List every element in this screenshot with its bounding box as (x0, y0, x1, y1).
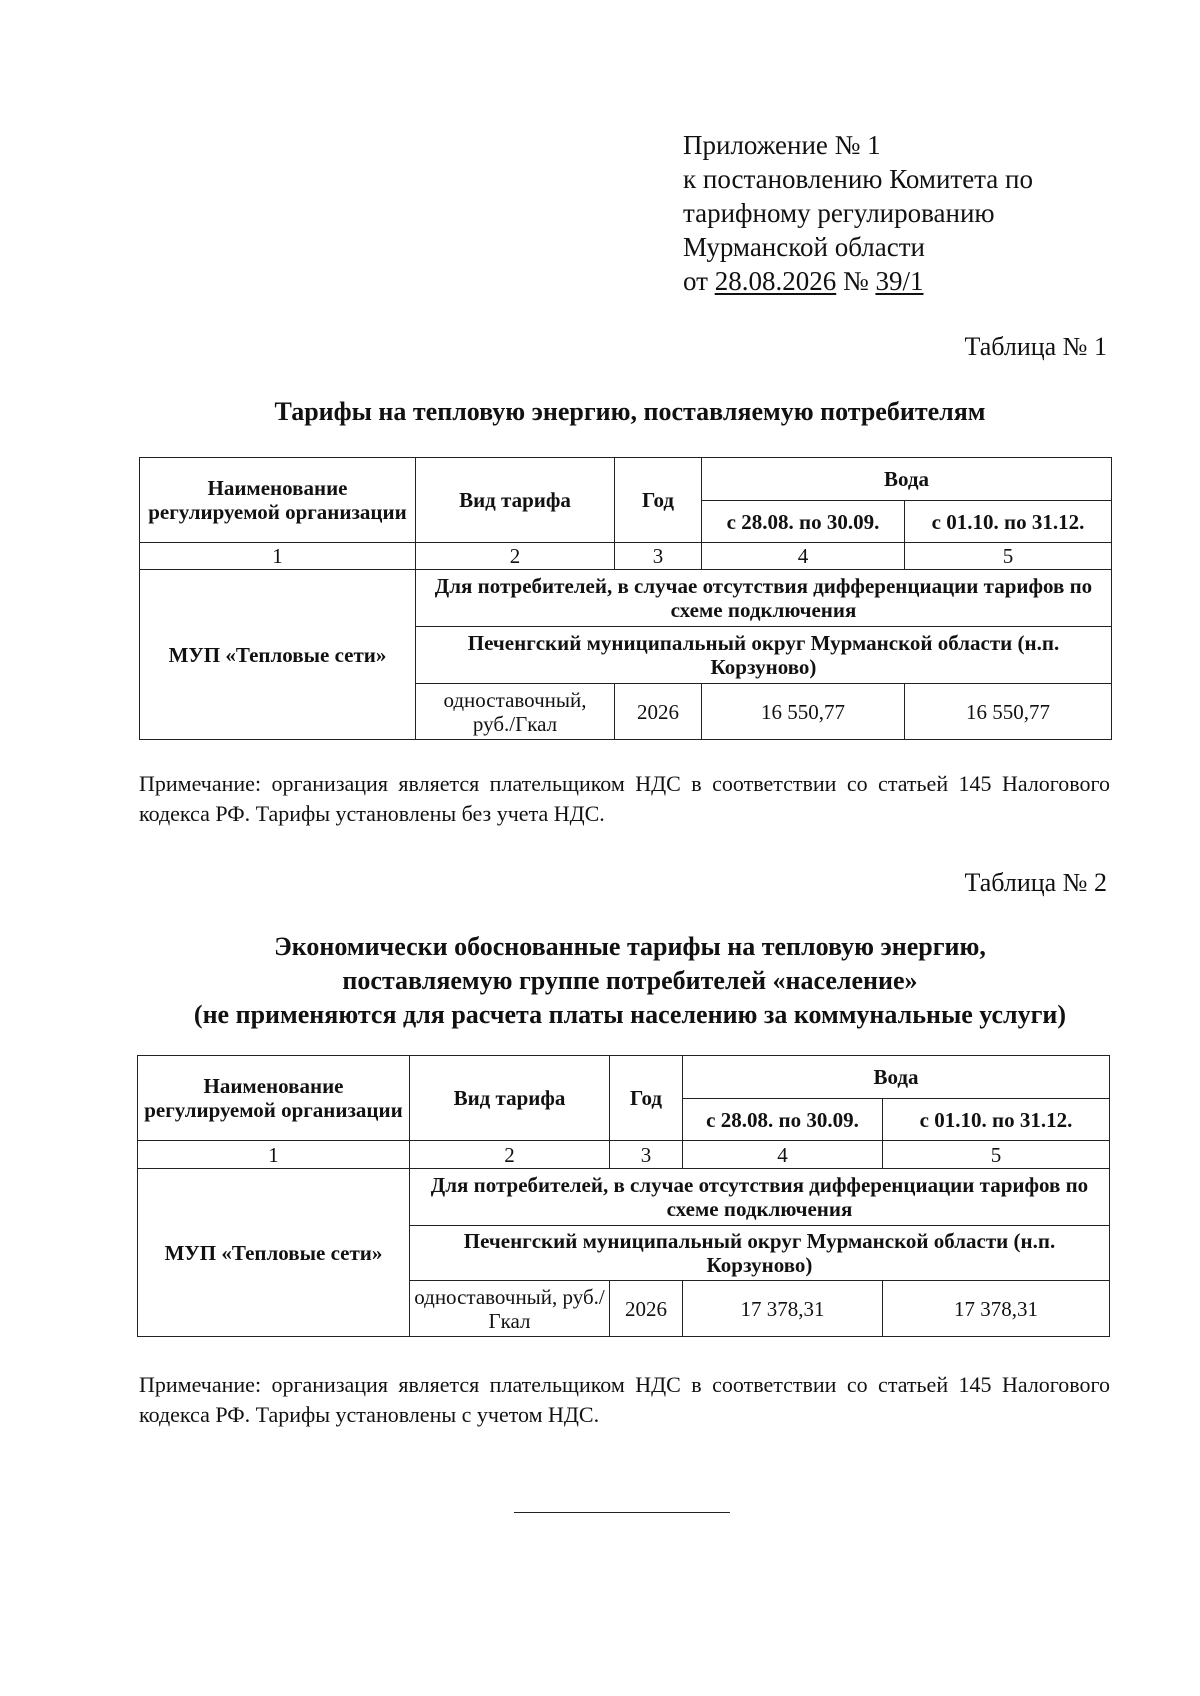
table2-title-line-2: поставляемую группе потребителей «население» (342, 966, 918, 995)
row-value-period-1: 17 378,31 (683, 1281, 883, 1337)
header-water: Вода (683, 1056, 1110, 1099)
header-period-1: с 28.08. по 30.09. (702, 501, 905, 543)
header-org: Наименование регулируемой организации (138, 1056, 410, 1141)
tariff-table-2 (137, 1055, 1110, 1337)
col-number-4: 4 (702, 543, 905, 570)
header-period-2: с 01.10. по 31.12. (905, 501, 1112, 543)
table2-title-line-3: (не применяются для расчета платы населению за коммунальные услуги) (193, 1000, 1067, 1029)
table2-title-line-1: Экономически обоснованные тарифы на тепловую энергию, (274, 932, 986, 961)
appendix-line-region: Мурманской области (683, 232, 925, 262)
date-prefix: от (683, 266, 715, 296)
appendix-line-committee: тарифному регулированию (683, 198, 995, 228)
row-year: 2026 (615, 684, 702, 740)
row-value-period-2: 16 550,77 (905, 684, 1112, 740)
tariff-table-1 (139, 457, 1112, 740)
end-divider (514, 1512, 730, 1513)
header-org: Наименование регулируемой организации (140, 458, 416, 543)
table1-label: Таблица № 1 (964, 332, 1107, 361)
header-year: Год (610, 1056, 683, 1141)
col-number-2: 2 (416, 543, 615, 570)
number-prefix: № (836, 266, 876, 296)
row-value-period-1: 16 550,77 (702, 684, 905, 740)
org-name: МУП «Тепловые сети» (138, 1169, 410, 1337)
col-number-1: 1 (140, 543, 416, 570)
col-number-3: 3 (615, 543, 702, 570)
resolution-date: 28.08.2026 (714, 266, 837, 296)
table2-title (120, 930, 1140, 1032)
row-value-period-2: 17 378,31 (883, 1281, 1110, 1337)
row-tariff-type: одноставочный, руб./Гкал (416, 684, 615, 740)
row-year: 2026 (610, 1281, 683, 1337)
section-consumers: Для потребителей, в случае отсутствия дифференциации тарифов по схеме подключения (416, 570, 1112, 627)
section-district: Печенгский муниципальный округ Мурманской области (н.п. Корзуново) (410, 1226, 1110, 1281)
header-water: Вода (702, 458, 1112, 501)
col-number-2: 2 (410, 1141, 610, 1169)
appendix-header (683, 128, 1033, 298)
table2-note: Примечание: организация является плательщиком НДС в соответствии со статьей 145 Налогового кодекса РФ. Тарифы установлены с учетом НДС. (139, 1372, 1110, 1427)
org-name: МУП «Тепловые сети» (140, 570, 416, 740)
col-number-5: 5 (883, 1141, 1110, 1169)
resolution-number: 39/1 (875, 266, 924, 296)
table1-title: Тарифы на тепловую энергию, поставляемую потребителям (274, 397, 986, 426)
appendix-title: Приложение № 1 (683, 130, 881, 160)
table2-label: Таблица № 2 (964, 868, 1107, 897)
header-period-1: с 28.08. по 30.09. (683, 1099, 883, 1141)
header-period-2: с 01.10. по 31.12. (883, 1099, 1110, 1141)
header-tariff-type: Вид тарифа (416, 458, 615, 543)
appendix-date-line (683, 264, 1033, 298)
col-number-3: 3 (610, 1141, 683, 1169)
col-number-4: 4 (683, 1141, 883, 1169)
appendix-line-resolution: к постановлению Комитета по (683, 164, 1033, 194)
col-number-1: 1 (138, 1141, 410, 1169)
section-district: Печенгский муниципальный округ Мурманской области (н.п. Корзуново) (416, 627, 1112, 684)
section-consumers: Для потребителей, в случае отсутствия дифференциации тарифов по схеме подключения (410, 1169, 1110, 1226)
row-tariff-type: одноставочный, руб./Гкал (410, 1281, 610, 1337)
header-tariff-type: Вид тарифа (410, 1056, 610, 1141)
table1-note: Примечание: организация является плательщиком НДС в соответствии со статьей 145 Налогового кодекса РФ. Тарифы установлены без учета НДС. (139, 771, 1110, 826)
col-number-5: 5 (905, 543, 1112, 570)
header-year: Год (615, 458, 702, 543)
